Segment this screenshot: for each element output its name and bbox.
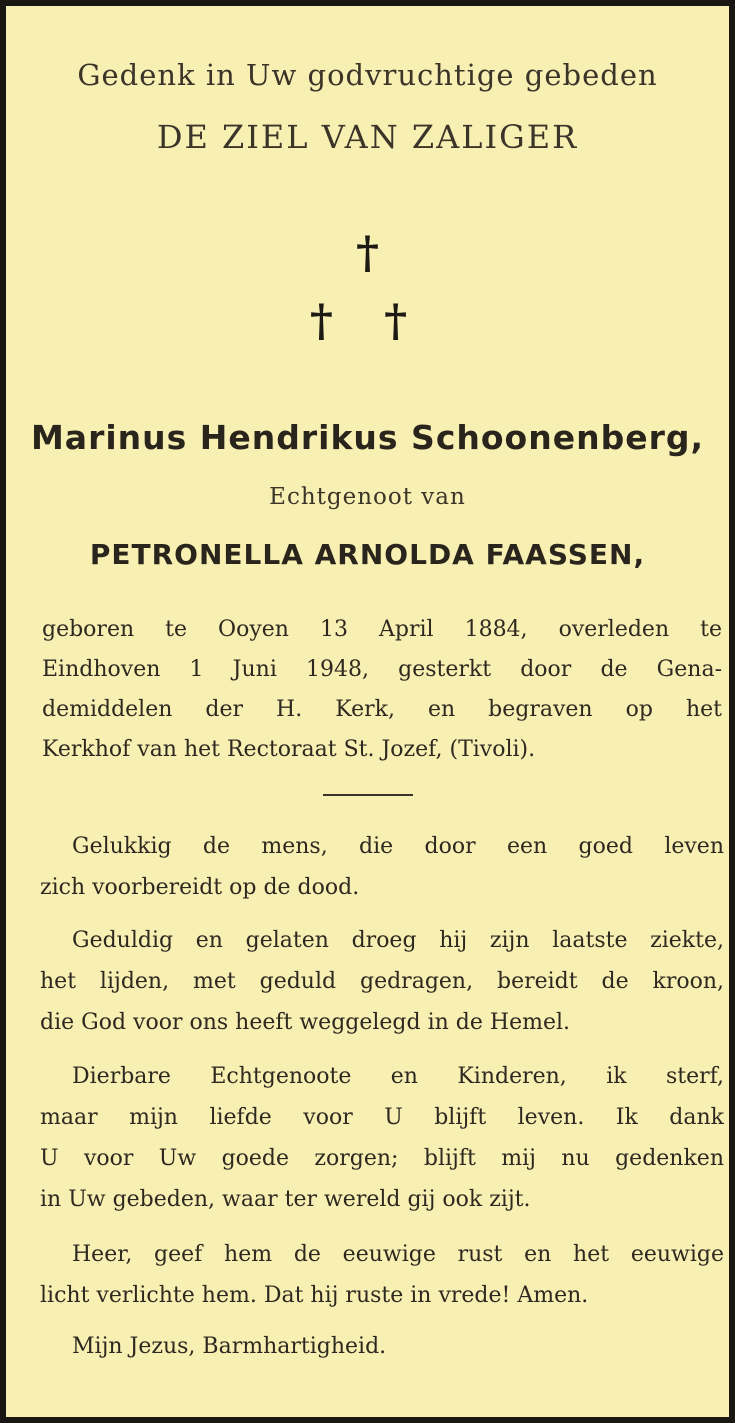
biography-line: geboren te Ooyen 13 April 1884, overleden te: [42, 617, 722, 642]
invitation-line: Gedenk in Uw godvruchtige gebeden: [77, 58, 658, 92]
paragraph-prayer: [40, 1234, 724, 1316]
cross-icon-single: †: [355, 228, 379, 279]
paragraph-line: licht verlichte hem. Dat hij ruste in vrede! Amen.: [40, 1283, 589, 1308]
paragraph-line: Heer, geef hem de eeuwige rust en het eeuwige: [72, 1242, 724, 1267]
biography-line: Kerkhof van het Rectoraat St. Jozef, (Tivoli).: [42, 737, 536, 762]
paragraph-line: Gelukkig de mens, die door een goed leven: [72, 834, 724, 859]
paragraph-line: U voor Uw goede zorgen; blijft mij nu gedenken: [40, 1146, 724, 1171]
biography-line: Eindhoven 1 Juni 1948, gesterkt door de Gena-: [42, 657, 722, 682]
soul-heading: DE ZIEL VAN ZALIGER: [156, 118, 579, 156]
biography: [42, 610, 722, 770]
paragraph-line: Mijn Jezus, Barmhartigheid.: [72, 1334, 387, 1359]
paragraph-illness: [40, 920, 724, 1043]
paragraph-line: die God voor ons heeft weggelegd in de Hemel.: [40, 1010, 570, 1035]
cross-icon-double: † †: [309, 296, 426, 347]
paragraph-farewell: [40, 1056, 724, 1220]
paragraph-blessing: [40, 826, 724, 908]
paragraph-line: maar mijn liefde voor U blijft leven. Ik dank: [40, 1105, 724, 1130]
paragraph-line: Dierbare Echtgenoote en Kinderen, ik sterf,: [72, 1064, 724, 1089]
spouse-name: PETRONELLA ARNOLDA FAASSEN,: [89, 538, 646, 571]
memorial-card: [6, 6, 729, 1417]
biography-line: demiddelen der H. Kerk, en begraven op het: [42, 697, 722, 722]
paragraph-line: zich voorbereidt op de dood.: [40, 875, 360, 900]
paragraph-line: Geduldig en gelaten droeg hij zijn laatste ziekte,: [72, 928, 724, 953]
paragraph-line: het lijden, met geduld gedragen, bereidt de kroon,: [40, 969, 724, 994]
deceased-name: Marinus Hendrikus Schoonenberg,: [30, 418, 705, 457]
paragraph-invocation: [40, 1326, 724, 1367]
divider: [323, 794, 413, 796]
paragraph-line: in Uw gebeden, waar ter wereld gij ook zijt.: [40, 1187, 531, 1212]
spouse-label: Echtgenoot van: [269, 484, 466, 510]
